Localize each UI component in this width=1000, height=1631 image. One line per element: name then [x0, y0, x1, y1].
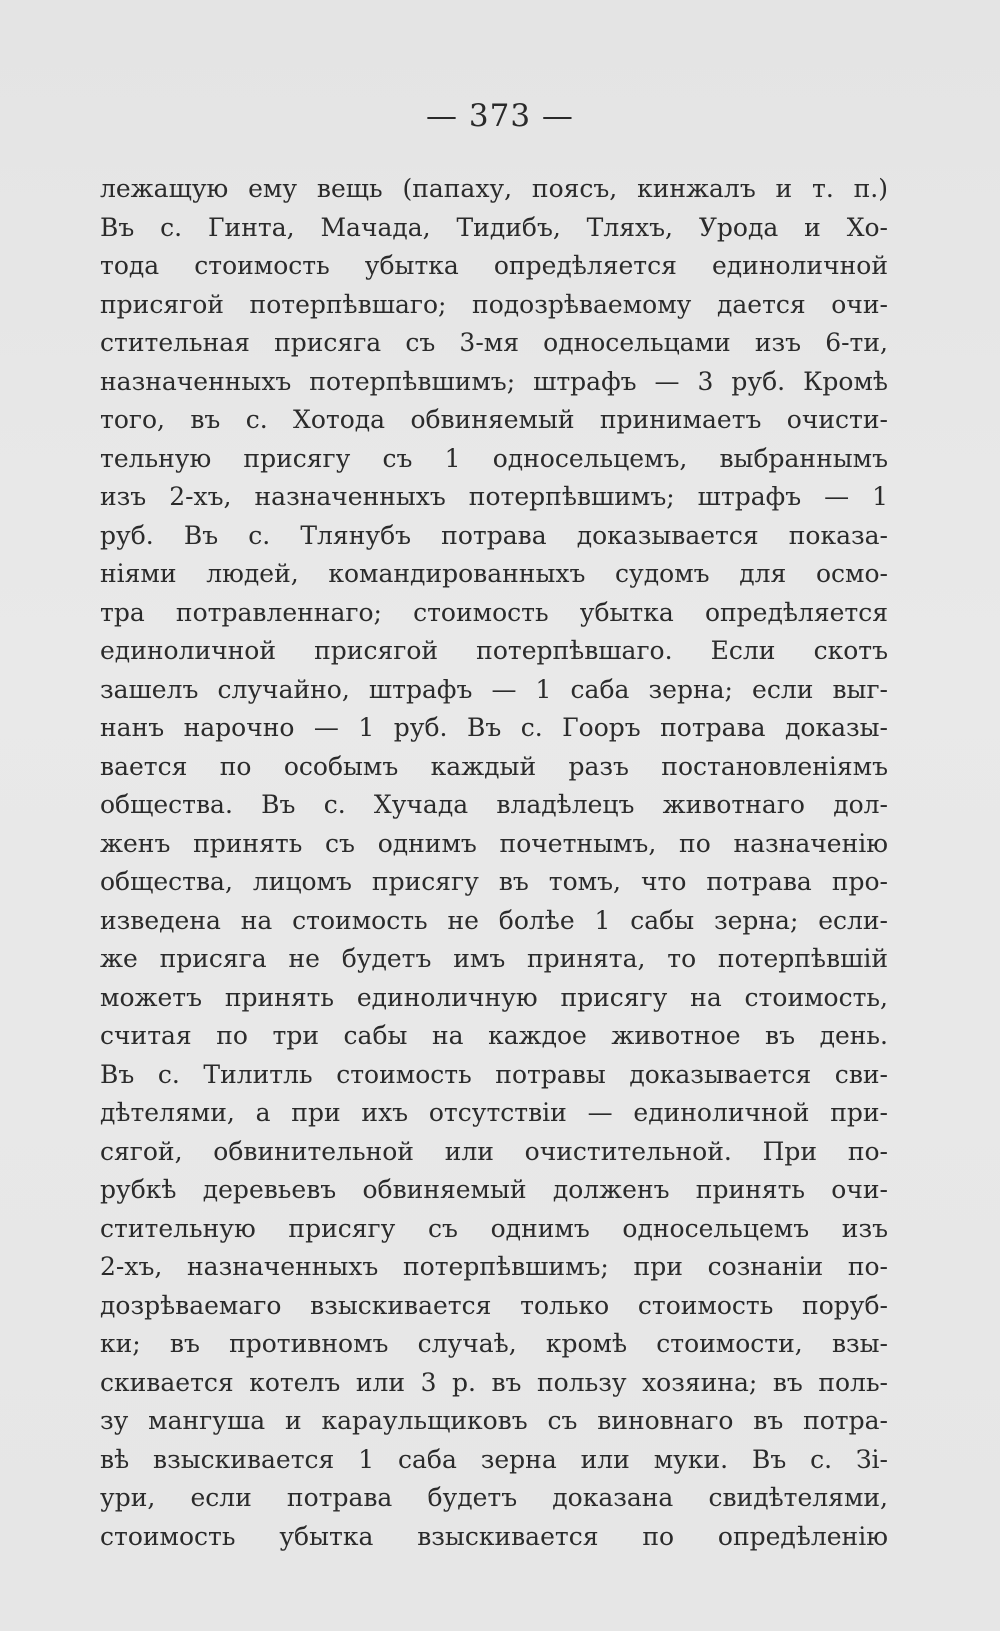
text-line: тода стоимость убытка опредѣляется единоличной: [100, 251, 888, 280]
text-line: тельную присягу съ 1 односельцемъ, выбраннымъ: [100, 443, 888, 473]
text-line: нанъ нарочно — 1 руб. Въ с. Гооръ потрава доказы-: [100, 713, 888, 742]
text-line: изведена на стоимость не болѣе 1 сабы зерна; если-: [100, 905, 888, 935]
text-line: ки; въ противномъ случаѣ, кромѣ стоимости, взы-: [100, 1329, 888, 1358]
text-line: ніями людей, командированныхъ судомъ для осмо-: [100, 559, 888, 588]
text-line: сягой, обвинительной или очистительной. При по-: [100, 1136, 888, 1166]
text-line: присягой потерпѣвшаго; подозрѣваемому дается очи-: [100, 289, 888, 319]
text-line: стительную присягу съ однимъ односельцемъ изъ: [100, 1213, 888, 1243]
text-line: вѣ взыскивается 1 саба зерна или муки. Въ с. Зі-: [100, 1444, 888, 1474]
text-line: стоимость убытка взыскивается по опредѣленію: [100, 1521, 888, 1551]
body-text: [100, 170, 888, 1556]
text-line: общества, лицомъ присягу въ томъ, что потрава про-: [100, 867, 888, 896]
text-line: того, въ с. Хотода обвиняемый принимаетъ очисти-: [100, 405, 888, 434]
text-line: назначенныхъ потерпѣвшимъ; штрафъ — 3 руб. Кромѣ: [100, 366, 888, 396]
text-line: можетъ принять единоличную присягу на стоимость,: [100, 982, 888, 1012]
page-number: — 373 —: [426, 98, 574, 134]
text-line: единоличной присягой потерпѣвшаго. Если скотъ: [100, 636, 888, 665]
text-line: женъ принять съ однимъ почетнымъ, по назначенію: [100, 828, 888, 858]
text-line: руб. Въ с. Тлянубъ потрава доказывается показа-: [100, 520, 888, 550]
text-line: зашелъ случайно, штрафъ — 1 саба зерна; если выг-: [100, 674, 888, 704]
text-line: считая по три сабы на каждое животное въ день.: [100, 1021, 888, 1050]
text-line: тра потравленнаго; стоимость убытка опредѣляется: [100, 597, 888, 627]
text-line: дозрѣваемаго взыскивается только стоимость поруб-: [100, 1290, 888, 1320]
text-line: Въ с. Тилитль стоимость потравы доказывается сви-: [100, 1059, 888, 1089]
text-line: зу мангуша и караульщиковъ съ виновнаго въ потра-: [100, 1406, 888, 1435]
text-line: же присяга не будетъ имъ принята, то потерпѣвшій: [100, 944, 888, 973]
text-line: дѣтелями, а при ихъ отсутствіи — единоличной при-: [100, 1098, 888, 1127]
text-line: стительная присяга съ 3-мя односельцами изъ 6-ти,: [100, 328, 888, 357]
text-line: Въ с. Гинта, Мачада, Тидибъ, Тляхъ, Урода и Хо-: [100, 212, 888, 242]
text-line: изъ 2-хъ, назначенныхъ потерпѣвшимъ; штрафъ — 1: [100, 482, 888, 511]
text-line: скивается котелъ или 3 р. въ пользу хозяина; въ поль-: [100, 1367, 888, 1397]
text-line: вается по особымъ каждый разъ постановленіямъ: [100, 751, 888, 781]
text-line: 2-хъ, назначенныхъ потерпѣвшимъ; при сознаніи по-: [100, 1252, 888, 1281]
text-line: лежащую ему вещь (папаху, поясъ, кинжалъ и т. п.): [100, 174, 888, 203]
text-line: общества. Въ с. Хучада владѣлецъ животнаго дол-: [100, 790, 888, 819]
text-line: рубкѣ деревьевъ обвиняемый долженъ принять очи-: [100, 1175, 888, 1204]
text-line: ури, если потрава будетъ доказана свидѣтелями,: [100, 1483, 888, 1512]
